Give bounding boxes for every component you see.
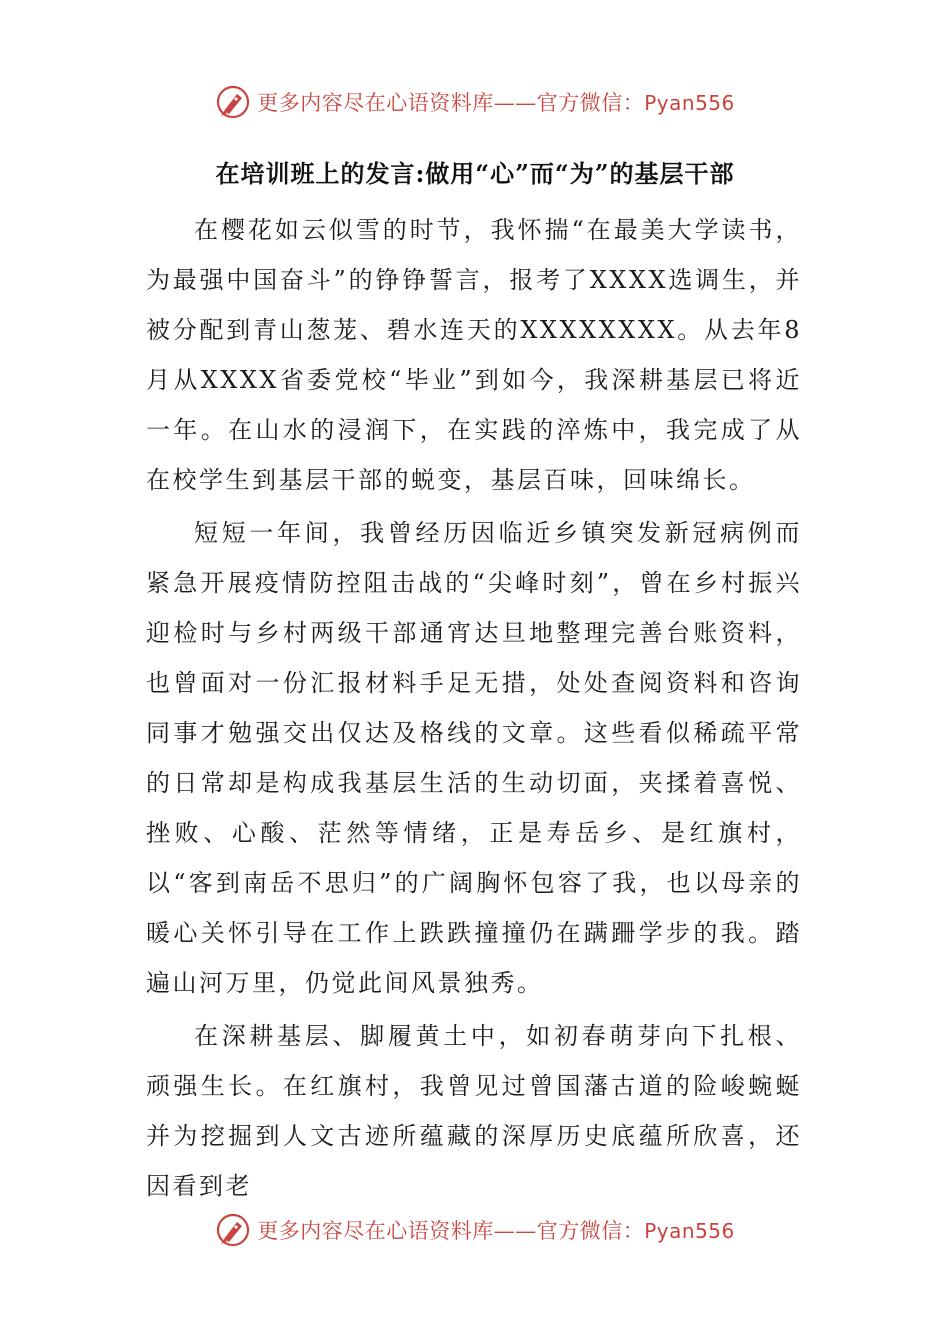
banner-text	[257, 1215, 735, 1245]
banner-text	[257, 87, 735, 117]
document-body	[146, 205, 802, 1214]
banner-dash: ——	[493, 91, 537, 115]
pen-nib-circle-icon	[215, 84, 251, 120]
bottom-banner	[0, 1208, 950, 1252]
banner-label: 官方微信：	[536, 1219, 645, 1243]
banner-library-text: 更多内容尽在心语资料库	[257, 91, 494, 115]
paragraph-3: 在深耕基层、脚履黄土中，如初春萌芽向下扎根、顽强生长。在红旗村，我曾见过曾国藩古道的险峻蜿蜒并为挖掘到人文古迹所蕴藏的深厚历史底蕴所欣喜，还因看到老	[146, 1022, 802, 1200]
banner-dash: ——	[493, 1219, 537, 1243]
banner-wechat-id: Pyan556	[644, 91, 735, 115]
banner-wechat-id: Pyan556	[644, 1219, 735, 1243]
top-banner	[0, 80, 950, 124]
pen-nib-circle-icon	[215, 1212, 251, 1248]
banner-label: 官方微信：	[536, 91, 645, 115]
paragraph-2: 短短一年间，我曾经历因临近乡镇突发新冠病例而紧急开展疫情防控阻击战的“尖峰时刻”，曾在乡村振兴迎检时与乡村两级干部通宵达旦地整理完善台账资料，也曾面对一份汇报材料手足无措，处处查阅资料和咨询同事才勉强交出仅达及格线的文章。这些看似稀疏平常的日常却是构成我基层生活的生动切面，夹揉着喜悦、挫败、心酸、茫然等情绪，正是寿岳乡、是红旗村，以“客到南岳不思归”的广阔胸怀包容了我，也以母亲的暖心关怀引导在工作上跌跌撞撞仍在蹒跚学步的我。踏遍山河万里，仍觉此间风景独秀。	[146, 519, 802, 997]
banner-library-text: 更多内容尽在心语资料库	[257, 1219, 494, 1243]
document-title: 在培训班上的发言:做用“心”而“为”的基层干部	[215, 159, 735, 188]
paragraph-1: 在樱花如云似雪的时节，我怀揣“在最美大学读书，为最强中国奋斗”的铮铮誓言，报考了XXXX选调生，并被分配到青山葱茏、碧水连天的XXXXXXXX。从去年8月从XXXX省委党校“毕业”到如今，我深耕基层已将近一年。在山水的浸润下，在实践的淬炼中，我完成了从在校学生到基层干部的蜕变，基层百味，回味绵长。	[146, 216, 802, 494]
